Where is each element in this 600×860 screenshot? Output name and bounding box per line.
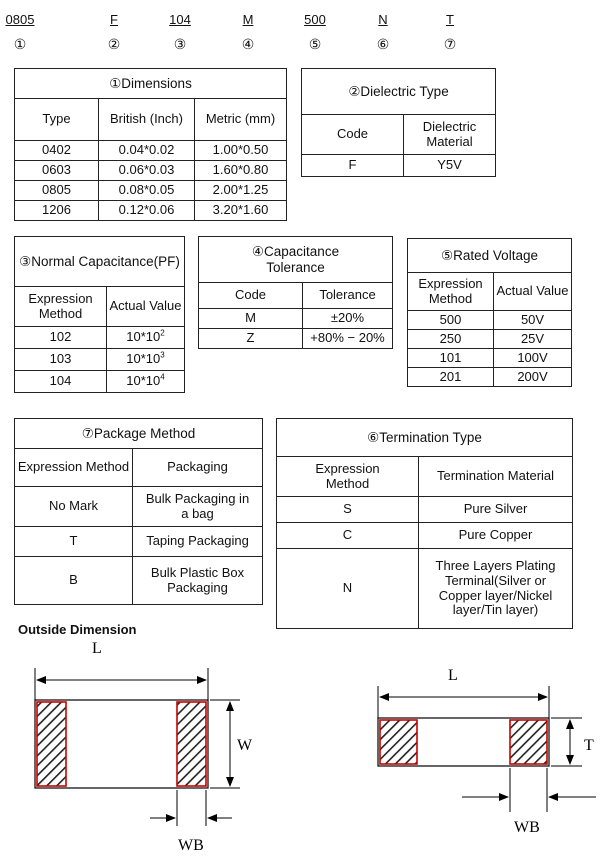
table-cell: 103 xyxy=(15,349,107,371)
dim-header: Metric (mm) xyxy=(195,99,287,141)
label-L2: L xyxy=(448,667,458,684)
table-cell: T xyxy=(15,527,133,557)
top-view-drawing xyxy=(35,640,253,854)
term-header: Termination Material xyxy=(419,457,573,497)
table-cell: 100V xyxy=(494,349,572,368)
dielectric-title: ②Dielectric Type xyxy=(302,69,496,115)
num-5: ⑥ xyxy=(376,36,390,52)
table-cell: 0.08*0.05 xyxy=(99,181,195,201)
table-cell: B xyxy=(15,557,133,605)
volt-header: Actual Value xyxy=(494,273,572,311)
capacitance-title: ③Normal Capacitance(PF) xyxy=(15,237,185,287)
diel-header: Dielectric Material xyxy=(404,115,496,155)
table-cell: Pure Silver xyxy=(419,497,573,523)
num-2: ③ xyxy=(173,36,187,52)
dimensions-title: ①Dimensions xyxy=(15,69,287,99)
code-1: F xyxy=(110,12,118,27)
table-cell: Bulk Packaging in a bag xyxy=(133,487,263,527)
code-2: 104 xyxy=(169,12,191,27)
cap-header: Actual Value xyxy=(107,287,185,327)
table-cell: 3.20*1.60 xyxy=(195,201,287,221)
code-6: T xyxy=(446,12,454,27)
table-cell: Z xyxy=(199,329,303,349)
termination-title: ⑥Termination Type xyxy=(277,419,573,457)
label-WB1: WB xyxy=(178,837,204,854)
term-header: Expression Method xyxy=(277,457,419,497)
terminal-left xyxy=(37,702,66,786)
terminal-left xyxy=(380,720,417,764)
code-4: 500 xyxy=(304,12,326,27)
num-3: ④ xyxy=(241,36,255,52)
table-cell: 0.12*0.06 xyxy=(99,201,195,221)
table-cell: +80% − 20% xyxy=(303,329,393,349)
table-cell: Bulk Plastic Box Packaging xyxy=(133,557,263,605)
tol-header: Code xyxy=(199,283,303,309)
table-cell: 102 xyxy=(15,327,107,349)
label-L1: L xyxy=(92,640,102,657)
table-cell: 101 xyxy=(408,349,494,368)
code-0: 0805 xyxy=(5,12,35,27)
cap-exp: 4 xyxy=(160,372,165,382)
cap-header: Expression Method xyxy=(15,287,107,327)
tolerance-title: ④Capacitance Tolerance xyxy=(199,237,393,283)
outside-dimension-title: Outside Dimension xyxy=(18,622,137,637)
num-0: ① xyxy=(13,36,27,52)
table-cell: 0402 xyxy=(15,141,99,161)
cap-exp: 2 xyxy=(160,328,165,338)
dim-header: British (Inch) xyxy=(99,99,195,141)
table-cell: 500 xyxy=(408,311,494,330)
volt-header: Expression Method xyxy=(408,273,494,311)
cap-base: 10*10 xyxy=(126,329,161,345)
table-cell: Taping Packaging xyxy=(133,527,263,557)
side-view-drawing xyxy=(378,667,596,836)
table-cell: 1206 xyxy=(15,201,99,221)
label-T: T xyxy=(584,737,594,754)
num-4: ⑤ xyxy=(308,36,322,52)
code-5: N xyxy=(378,12,388,27)
table-cell: No Mark xyxy=(15,487,133,527)
table-cell: 104 xyxy=(15,371,107,393)
table-cell: 200V xyxy=(494,368,572,387)
table-cell: 250 xyxy=(408,330,494,349)
table-cell: 50V xyxy=(494,311,572,330)
cap-base: 10*10 xyxy=(126,373,161,389)
table-cell: 0805 xyxy=(15,181,99,201)
cap-base: 10*10 xyxy=(126,351,161,367)
num-1: ② xyxy=(107,36,121,52)
terminal-right xyxy=(510,720,547,764)
table-cell: S xyxy=(277,497,419,523)
tol-header: Tolerance xyxy=(303,283,393,309)
table-cell: 201 xyxy=(408,368,494,387)
table-cell: N xyxy=(277,549,419,629)
table-cell: 25V xyxy=(494,330,572,349)
table-cell: F xyxy=(302,155,404,177)
table-cell: 0603 xyxy=(15,161,99,181)
dim-header: Type xyxy=(15,99,99,141)
table-cell: Y5V xyxy=(404,155,496,177)
table-cell: 2.00*1.25 xyxy=(195,181,287,201)
package-title: ⑦Package Method xyxy=(15,419,263,449)
pkg-header: Expression Method xyxy=(15,449,133,487)
num-6: ⑦ xyxy=(443,36,457,52)
diel-header: Code xyxy=(302,115,404,155)
table-cell: Three Layers Plating Terminal(Silver or Copper layer/Nickel layer/Tin layer) xyxy=(419,549,573,629)
table-cell: 1.60*0.80 xyxy=(195,161,287,181)
cap-exp: 3 xyxy=(160,350,165,360)
table-cell: ±20% xyxy=(303,309,393,329)
terminal-right xyxy=(177,702,206,786)
table-cell: 1.00*0.50 xyxy=(195,141,287,161)
table-cell: C xyxy=(277,523,419,549)
table-cell: 0.06*0.03 xyxy=(99,161,195,181)
label-W: W xyxy=(237,737,253,754)
voltage-title: ⑤Rated Voltage xyxy=(408,239,572,273)
pkg-header: Packaging xyxy=(133,449,263,487)
table-cell: Pure Copper xyxy=(419,523,573,549)
table-cell: 0.04*0.02 xyxy=(99,141,195,161)
label-WB2: WB xyxy=(514,819,540,836)
code-3: M xyxy=(242,12,254,27)
table-cell: M xyxy=(199,309,303,329)
